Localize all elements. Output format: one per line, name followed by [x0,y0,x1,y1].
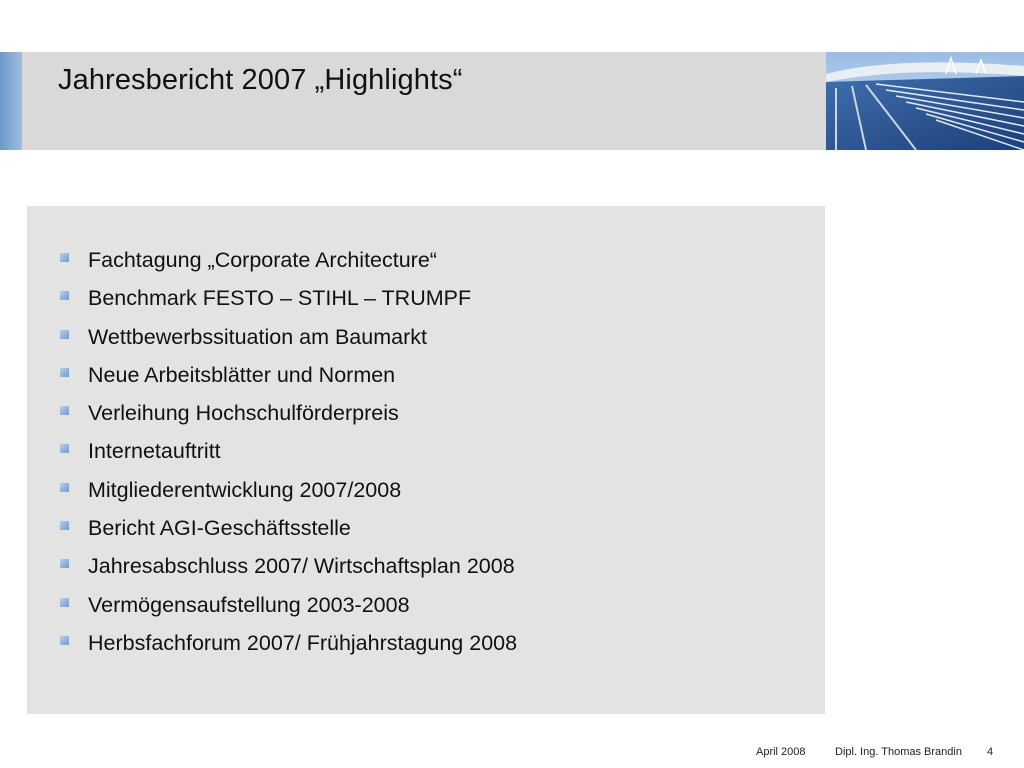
list-item-text: Vermögensaufstellung 2003-2008 [88,592,410,617]
list-item [60,512,517,550]
square-bullet-icon [60,368,69,377]
list-item [60,359,517,397]
square-bullet-icon [60,636,69,645]
building-photo [826,52,1024,150]
square-bullet-icon [60,559,69,568]
list-item-text: Benchmark FESTO – STIHL – TRUMPF [88,286,472,311]
slide-title: Jahresbericht 2007 „Highlights“ [58,64,463,96]
title-accent-stripe [0,52,22,150]
list-item [60,550,517,588]
square-bullet-icon [60,521,69,530]
list-item-text: Herbsfachforum 2007/ Frühjahrstagung 2008 [88,630,518,655]
list-item-text: Wettbewerbssituation am Baumarkt [88,324,427,349]
content-box [27,206,825,714]
list-item-text: Verleihung Hochschulförderpreis [88,401,399,426]
list-item [60,244,517,282]
footer-author: Dipl. Ing. Thomas Brandin [835,746,962,758]
square-bullet-icon [60,444,69,453]
list-item-text: Jahresabschluss 2007/ Wirtschaftsplan 2008 [88,554,515,579]
list-item [60,397,517,435]
list-item-text: Neue Arbeitsblätter und Normen [88,362,396,387]
list-item-text: Internetauftritt [88,439,221,464]
square-bullet-icon [60,598,69,607]
list-item [60,474,517,512]
building-photo-image [826,52,1024,150]
footer-page-number: 4 [987,746,994,758]
list-item [60,435,517,473]
list-item [60,627,517,665]
list-item-text: Bericht AGI-Geschäftsstelle [88,516,351,541]
list-item [60,589,517,627]
list-item [60,282,517,320]
footer-date: April 2008 [756,746,806,758]
list-item [60,321,517,359]
square-bullet-icon [60,253,69,262]
title-bar [0,52,826,150]
list-item-text: Fachtagung „Corporate Architecture“ [88,248,437,272]
square-bullet-icon [60,406,69,415]
square-bullet-icon [60,483,69,492]
highlights-list [60,244,517,665]
square-bullet-icon [60,330,69,339]
list-item-text: Mitgliederentwicklung 2007/2008 [88,477,402,502]
square-bullet-icon [60,291,69,300]
